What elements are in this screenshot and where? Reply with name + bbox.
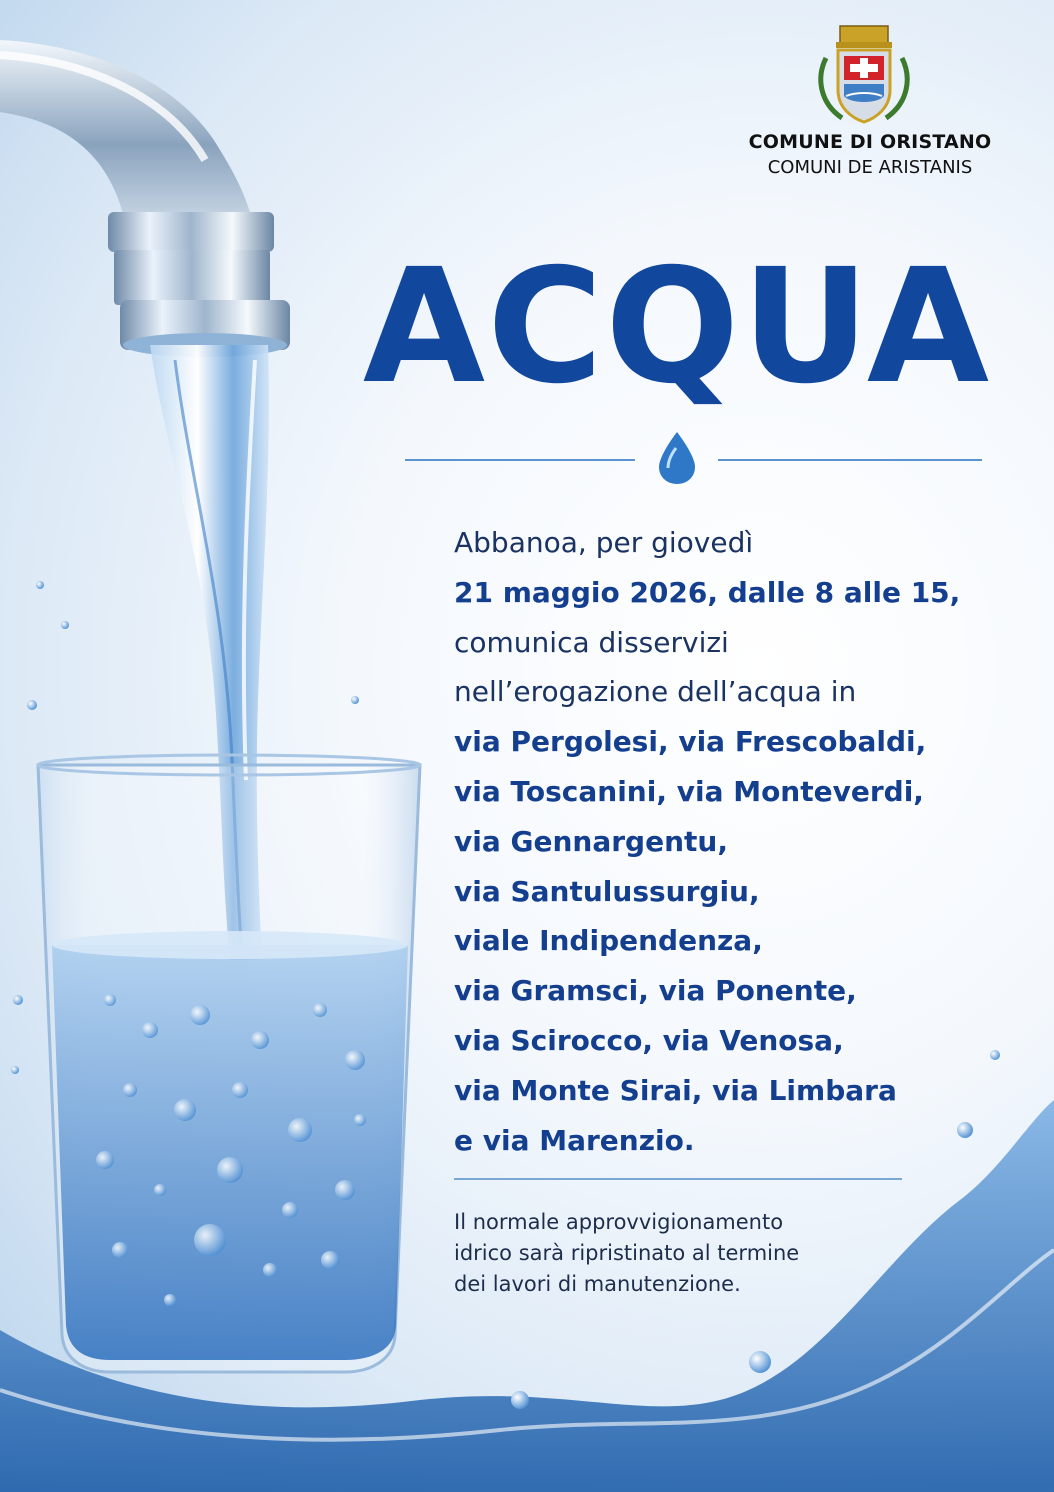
water-drop-icon <box>652 430 702 486</box>
footer-line: dei lavori di manutenzione. <box>454 1272 741 1296</box>
divider-right <box>718 459 982 461</box>
notice-line-supply: nell’erogazione dell’acqua in <box>454 675 857 709</box>
notice-line-disservice: comunica disservizi <box>454 625 729 659</box>
divider-left <box>405 459 635 461</box>
footer-divider <box>454 1178 902 1180</box>
street-line: via Gennargentu, <box>454 824 728 858</box>
street-line: via Toscanini, via Monteverdi, <box>454 774 924 808</box>
street-line: via Santulussurgiu, <box>454 874 760 908</box>
footer-line: idrico sarà ripristinato al termine <box>454 1241 800 1265</box>
street-line: via Pergolesi, via Frescobaldi, <box>454 725 927 759</box>
notice-line-date: 21 maggio 2026, dalle 8 alle 15, <box>454 575 961 609</box>
municipal-crest <box>812 18 916 126</box>
street-line: via Gramsci, via Ponente, <box>454 974 857 1008</box>
faucet-image <box>0 40 290 357</box>
footer-line: Il normale approvvigionamento <box>454 1210 784 1234</box>
street-line: via Monte Sirai, via Limbara <box>454 1073 897 1107</box>
footer-note <box>454 1207 914 1300</box>
notice-line-intro: Abbanoa, per giovedì <box>454 526 754 559</box>
organization-name: COMUNE DI ORISTANO <box>748 131 992 153</box>
crest-icon <box>812 18 916 126</box>
organization-name-sardinian: COMUNI DE ARISTANIS <box>767 157 973 178</box>
street-line: via Scirocco, via Venosa, <box>454 1023 844 1057</box>
notice-text <box>454 518 1014 1165</box>
poster-title: ACQUA <box>362 235 992 419</box>
street-line: viale Indipendenza, <box>454 924 763 958</box>
street-line: e via Marenzio. <box>454 1123 695 1157</box>
